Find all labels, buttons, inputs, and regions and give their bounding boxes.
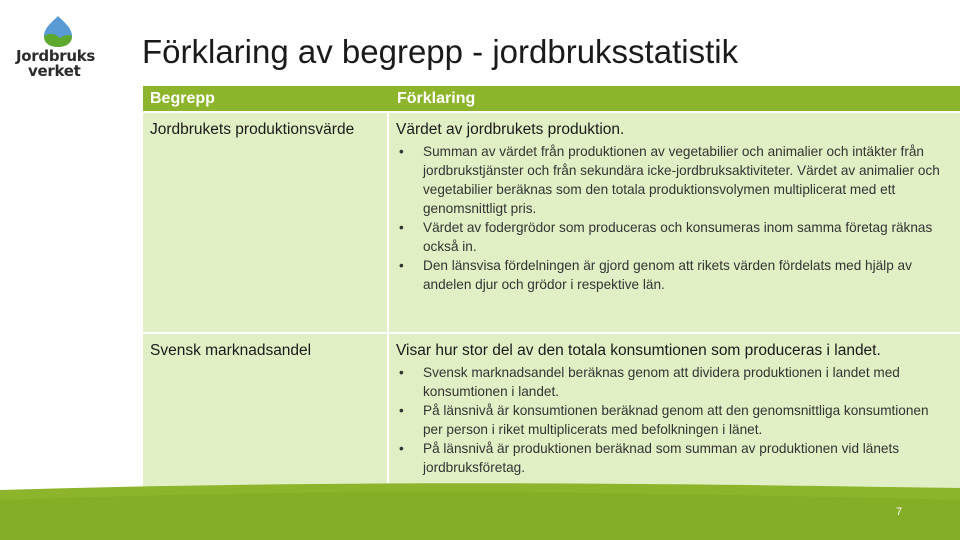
slide-title: Förklaring av begrepp - jordbruksstatistik [142,33,739,70]
header-begrepp: Begrepp [143,86,388,112]
page-number: 7 [896,506,903,518]
explanation-lead: Värdet av jordbrukets produktion. [396,121,625,138]
list-item: • Den länsvisa fördelningen är gjord genom att rikets värden fördelats med hjälp av andelen djur och grödor i respektive län. [399,256,950,294]
list-item: • Värdet av fodergrödor som produceras och konsumeras inom samma företag räknas också in. [399,218,950,256]
bullet-list [396,142,950,294]
term-cell: Jordbrukets produktionsvärde [143,112,388,333]
list-item: • På länsnivå är produktionen beräknad som summan av produktionen vid länets jordbruksföretag. [399,439,950,477]
logo-drop-icon [34,14,82,48]
list-item: • Summan av värdet från produktionen av vegetabilier och animalier och intäkter från jordbrukstjänster och från sekundära icke-jordbruksaktiviteter. Värdet av animalier och vegetabilier beräknas som den totala produktionsvolymen multiplicerat med ett genomsnittligt pris. [399,142,950,218]
table-header-row [143,86,960,112]
list-item: • Svensk marknadsandel beräknas genom att dividera produktionen i landet med konsumtionen i landet. [399,363,950,401]
jordbruksverket-logo [12,14,104,84]
list-item: • På länsnivå är konsumtionen beräknad genom att den genomsnittliga konsumtionen per person i riket multiplicerats med befolkningen i länet. [399,401,950,439]
term-cell: Svensk marknadsandel [143,333,388,503]
explanation-cell [388,112,960,333]
explanation-lead: Visar hur stor del av den totala konsumtionen som produceras i landet. [396,342,881,359]
footer-band [0,482,960,540]
logo-line-1: Jordbruks [16,47,96,65]
logo-wordmark [16,49,106,79]
definitions-table [143,86,960,503]
table-row [143,333,960,503]
table-row [143,112,960,333]
explanation-cell [388,333,960,503]
header-forklaring: Förklaring [388,86,960,112]
bullet-list [396,363,950,477]
logo-line-2: verket [28,62,81,80]
footer-wave-graphic [0,482,960,540]
